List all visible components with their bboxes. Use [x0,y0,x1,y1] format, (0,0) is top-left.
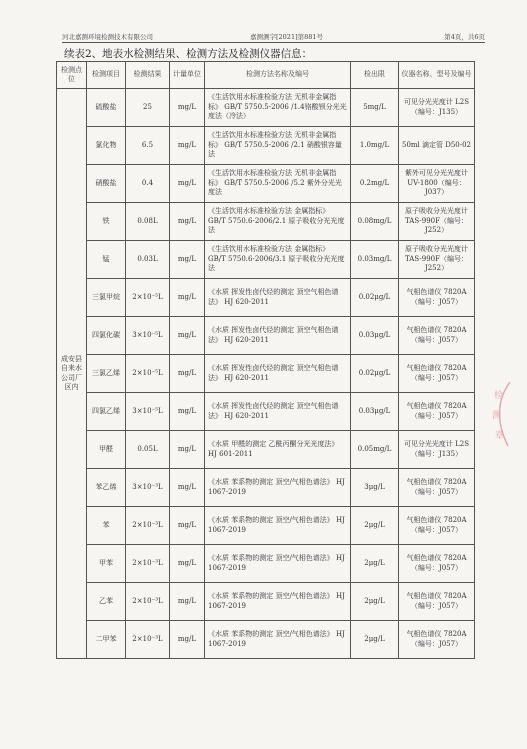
limit-cell: 2μg/L [351,621,399,659]
item-cell: 氯化物 [87,127,126,165]
item-cell: 铁 [87,203,126,241]
unit-cell: mg/L [170,393,205,431]
table-row [57,431,475,469]
result-cell: 2×10⁻³L [126,583,170,621]
method-cell: 《生活饮用水标准检验方法 金属指标》 GB/T 5750.6-2006/3.1 原子吸收分光光度法 [205,241,351,279]
result-cell: 2×10⁻³L [126,545,170,583]
unit-cell: mg/L [170,621,205,659]
method-cell: 《水质 挥发性卤代烃的测定 顶空气相色谱法》 HJ 620-2011 [205,279,351,317]
table-row [57,317,475,355]
header-result: 检测结果 [126,62,170,89]
item-cell: 苯 [87,507,126,545]
result-cell: 3×10⁻⁵L [126,317,170,355]
unit-cell: mg/L [170,317,205,355]
method-cell: 《水质 挥发性卤代烃的测定 顶空气相色谱法》 HJ 620-2011 [205,393,351,431]
method-cell: 《水质 挥发性卤代烃的测定 顶空气相色谱法》 HJ 620-2011 [205,355,351,393]
red-seal [486,380,516,450]
header-unit: 计量单位 [170,62,205,89]
method-cell: 《水质 苯系物的测定 顶空/气相色谱法》 HJ 1067-2019 [205,507,351,545]
limit-cell: 5mg/L [351,89,399,127]
header-point: 检测点位 [57,62,87,89]
item-cell: 锰 [87,241,126,279]
page-header [62,30,485,43]
instrument-cell: 可见分光光度计 L2S（编号：J135） [399,89,475,127]
instrument-cell: 气相色谱仪 7820A（编号：J057） [399,469,475,507]
instrument-cell: 气相色谱仪 7820A（编号：J057） [399,355,475,393]
table-body [57,89,475,659]
item-cell: 三氯甲烷 [87,279,126,317]
item-cell: 硫酸盐 [87,89,126,127]
result-cell: 2×10⁻³L [126,507,170,545]
unit-cell: mg/L [170,165,205,203]
instrument-cell: 气相色谱仪 7820A（编号：J057） [399,279,475,317]
result-cell: 2×10⁻⁵L [126,279,170,317]
limit-cell: 3μg/L [351,469,399,507]
header-item: 检测项目 [87,62,126,89]
method-cell: 《水质 挥发性卤代烃的测定 顶空气相色谱法》 HJ 620-2011 [205,317,351,355]
instrument-cell: 原子吸收分光光度计 TAS-990F（编号：J252） [399,203,475,241]
report-number: 嘉测测字[2021]第881号 [250,33,324,41]
table-caption: 续表2、地表水检测结果、检测方法及检测仪器信息： [64,48,313,60]
item-cell: 三氯乙烯 [87,355,126,393]
svg-text:检: 检 [494,391,504,401]
limit-cell: 2μg/L [351,507,399,545]
method-cell: 《水质 苯系物的测定 顶空/气相色谱法》 HJ 1067-2019 [205,545,351,583]
unit-cell: mg/L [170,203,205,241]
table-row [57,621,475,659]
sampling-point-cell: 成安县自来水公司厂区内 [57,89,87,659]
method-cell: 《生活饮用水标准检验方法 无机非金属指标》 GB/T 5750.5-2006 /5.2 紫外分光光度法 [205,165,351,203]
results-table [56,61,475,659]
item-cell: 硝酸盐 [87,165,126,203]
table-row [57,279,475,317]
instrument-cell: 可见分光光度计 L2S（编号：J135） [399,431,475,469]
method-cell: 《水质 苯系物的测定 顶空/气相色谱法》 HJ 1067-2019 [205,583,351,621]
table-row [57,507,475,545]
result-cell: 0.4 [126,165,170,203]
limit-cell: 0.03μg/L [351,317,399,355]
unit-cell: mg/L [170,89,205,127]
instrument-cell: 紫外可见分光光度计 UV-1800（编号：J037） [399,165,475,203]
table-row [57,165,475,203]
result-cell: 2×10⁻³L [126,621,170,659]
limit-cell: 0.03mg/L [351,241,399,279]
result-cell: 3×10⁻³L [126,469,170,507]
instrument-cell: 原子吸收分光光度计 TAS-990F（编号：J252） [399,241,475,279]
item-cell: 甲醛 [87,431,126,469]
unit-cell: mg/L [170,545,205,583]
result-cell: 2×10⁻⁵L [126,355,170,393]
unit-cell: mg/L [170,127,205,165]
result-cell: 0.03L [126,241,170,279]
method-cell: 《生活饮用水标准检验方法 金属指标》 GB/T 5750.6-2006/2.1 原子吸收分光光度法 [205,203,351,241]
instrument-cell: 气相色谱仪 7820A（编号：J057） [399,621,475,659]
header-instrument: 仪器名称、型号及编号 [399,62,475,89]
table-row [57,393,475,431]
table-row [57,355,475,393]
unit-cell: mg/L [170,583,205,621]
svg-text:测: 测 [492,411,502,421]
unit-cell: mg/L [170,469,205,507]
instrument-cell: 50ml 滴定管 D50-02 [399,127,475,165]
page-number: 第4页，共6页 [444,33,485,41]
instrument-cell: 气相色谱仪 7820A（编号：J057） [399,545,475,583]
method-cell: 《生活饮用水标准检验方法 无机非金属指标》 GB/T 5750.5-2006 /1.4铬酸钡分光光度法（冷法） [205,89,351,127]
item-cell: 四氯乙烯 [87,393,126,431]
company-name: 河北嘉测环境检测技术有限公司 [62,33,153,41]
table-header-row [57,62,475,89]
instrument-cell: 气相色谱仪 7820A（编号：J057） [399,583,475,621]
limit-cell: 0.02μg/L [351,355,399,393]
limit-cell: 2μg/L [351,545,399,583]
limit-cell: 1.0mg/L [351,127,399,165]
result-cell: 6.5 [126,127,170,165]
limit-cell: 0.03μg/L [351,393,399,431]
table-row [57,89,475,127]
item-cell: 苯乙烯 [87,469,126,507]
result-cell: 0.05L [126,431,170,469]
result-cell: 25 [126,89,170,127]
table-row [57,127,475,165]
unit-cell: mg/L [170,241,205,279]
table-row [57,583,475,621]
item-cell: 甲苯 [87,545,126,583]
item-cell: 二甲苯 [87,621,126,659]
unit-cell: mg/L [170,355,205,393]
limit-cell: 2μg/L [351,583,399,621]
result-cell: 3×10⁻⁵L [126,393,170,431]
table-row [57,241,475,279]
header-limit: 检出限 [351,62,399,89]
method-cell: 《水质 苯系物的测定 顶空/气相色谱法》 HJ 1067-2019 [205,469,351,507]
limit-cell: 0.02μg/L [351,279,399,317]
limit-cell: 0.08mg/L [351,203,399,241]
table-row [57,545,475,583]
header-method: 检测方法名称及编号 [205,62,351,89]
limit-cell: 0.05mg/L [351,431,399,469]
instrument-cell: 气相色谱仪 7820A（编号：J057） [399,507,475,545]
result-cell: 0.08L [126,203,170,241]
method-cell: 《水质 甲醛的测定 乙酰丙酮分光光度法》 HJ 601-2011 [205,431,351,469]
instrument-cell: 气相色谱仪 7820A（编号：J057） [399,393,475,431]
item-cell: 四氯化碳 [87,317,126,355]
item-cell: 乙苯 [87,583,126,621]
table-row [57,469,475,507]
method-cell: 《水质 苯系物的测定 顶空/气相色谱法》 HJ 1067-2019 [205,621,351,659]
unit-cell: mg/L [170,279,205,317]
svg-text:章: 章 [495,431,505,441]
limit-cell: 0.2mg/L [351,165,399,203]
instrument-cell: 气相色谱仪 7820A（编号：J057） [399,317,475,355]
method-cell: 《生活饮用水标准检验方法 无机非金属指标》 GB/T 5750.5-2006 /2.1 硝酸银容量法 [205,127,351,165]
table-row [57,203,475,241]
unit-cell: mg/L [170,431,205,469]
unit-cell: mg/L [170,507,205,545]
